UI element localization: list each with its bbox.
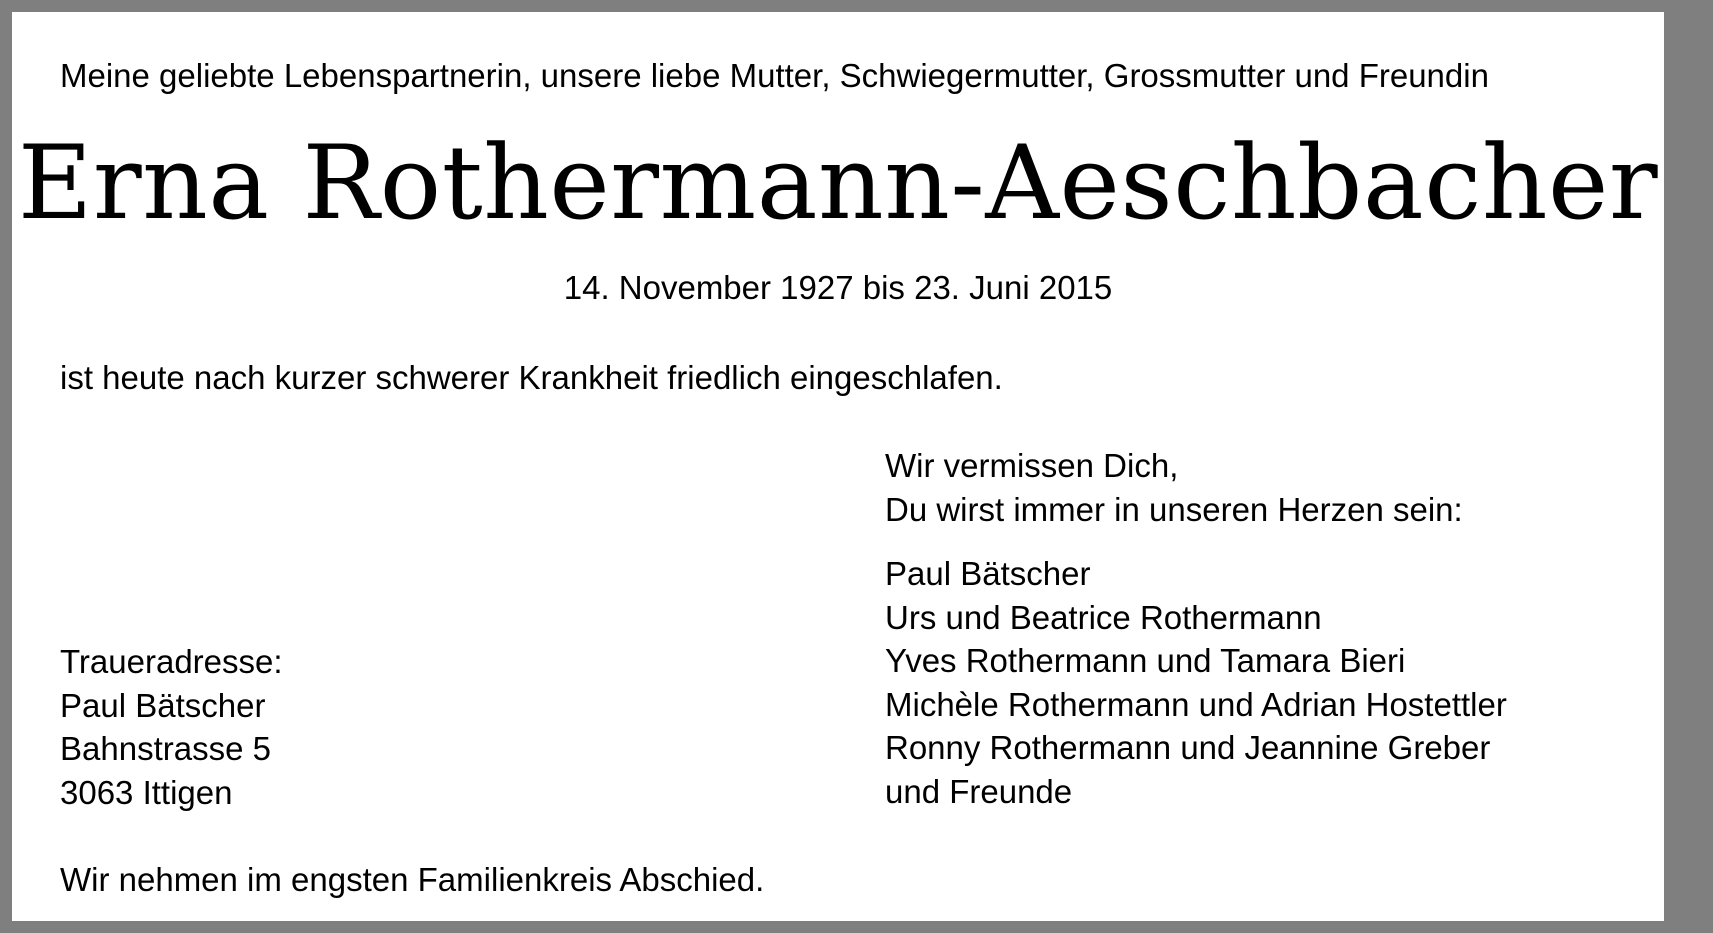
intro-text: Meine geliebte Lebenspartnerin, unsere liebe Mutter, Schwiegermutter, Grossmutter und Freundin bbox=[60, 57, 1489, 94]
mourner-entry: Michèle Rothermann und Adrian Hostettler bbox=[885, 685, 1507, 723]
address-name: Paul Bätscher bbox=[60, 686, 266, 724]
mourning-address bbox=[60, 640, 283, 814]
obituary-notice bbox=[12, 12, 1664, 921]
address-street: Bahnstrasse 5 bbox=[60, 730, 271, 767]
passing-statement: ist heute nach kurzer schwerer Krankheit friedlich eingeschlafen. bbox=[60, 359, 1003, 396]
mourner-entry: Paul Bätscher bbox=[885, 555, 1091, 592]
mourner-entry: und Freunde bbox=[885, 772, 1073, 810]
miss-message-line: Du wirst immer in unseren Herzen sein: bbox=[885, 490, 1463, 528]
mourners-list bbox=[885, 552, 1507, 813]
mourner-entry: Yves Rothermann und Tamara Bieri bbox=[885, 642, 1406, 679]
mourner-entry: Urs und Beatrice Rothermann bbox=[885, 598, 1322, 636]
closing-statement: Wir nehmen im engsten Familienkreis Abschied. bbox=[60, 861, 765, 898]
miss-message bbox=[885, 444, 1463, 531]
address-label: Traueradresse: bbox=[60, 643, 283, 680]
mourner-entry: Ronny Rothermann und Jeannine Greber bbox=[885, 729, 1491, 766]
life-dates: 14. November 1927 bis 23. Juni 2015 bbox=[563, 269, 1113, 306]
miss-message-line: Wir vermissen Dich, bbox=[885, 447, 1179, 484]
address-city: 3063 Ittigen bbox=[60, 773, 233, 811]
deceased-name: Erna Rothermann-Aeschbacher bbox=[17, 124, 1659, 243]
